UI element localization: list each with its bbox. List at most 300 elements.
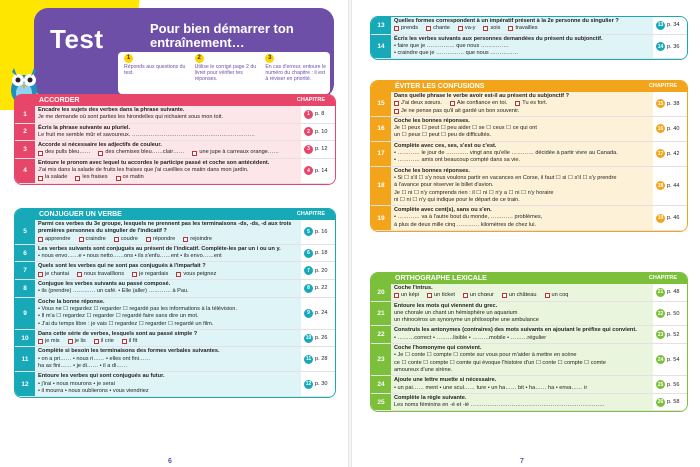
question-body <box>391 17 653 34</box>
checkbox-option[interactable] <box>183 236 212 243</box>
question-body <box>391 326 653 343</box>
answer-line[interactable]: • Il m'a ☐ regardez ☐ regarder ☐ regardé faire sans dire un mot. <box>38 313 199 320</box>
question-row <box>371 167 687 206</box>
question-body <box>35 347 301 371</box>
question-body <box>391 142 653 166</box>
option-label: nous travaillions <box>83 270 125 277</box>
question-body <box>35 106 301 123</box>
chapter-number-badge[interactable]: 13 <box>657 22 664 29</box>
question-body <box>35 159 301 183</box>
section-header <box>371 273 687 284</box>
question-row <box>15 220 335 245</box>
section-title: ORTHOGRAPHE LEXICALE <box>395 275 487 282</box>
option-label: rejoindre <box>190 235 213 242</box>
checkbox[interactable] <box>75 176 80 181</box>
checkbox[interactable] <box>394 293 399 298</box>
page-reference: p. 54 <box>667 356 680 363</box>
chapter-number-badge[interactable]: 7 <box>304 266 313 275</box>
question-number: 14 <box>371 35 391 59</box>
question-row <box>371 17 687 35</box>
question-number: 24 <box>371 376 391 393</box>
question-number: 10 <box>15 330 35 347</box>
answer-line[interactable]: ha as fini…… • je di…… • il a di…… <box>38 363 128 370</box>
chapter-reference <box>301 106 335 123</box>
question-row <box>371 142 687 167</box>
checkbox-option[interactable] <box>192 149 279 156</box>
chapter-number-badge[interactable]: 12 <box>305 381 312 388</box>
page-reference: p. 14 <box>315 167 328 174</box>
checkbox[interactable] <box>458 26 463 31</box>
answer-line[interactable]: • un pai…… ment • une scul…… ture • un ha…… bit • ha…… ha • enva…… ir <box>394 384 588 391</box>
chapter-number-badge[interactable]: 11 <box>305 356 312 363</box>
question-number: 16 <box>371 117 391 141</box>
question-body <box>35 280 301 297</box>
header-subtitle: Pour bien démarrer ton entraînement… <box>150 21 294 50</box>
question-text: Accorde si nécessaire les adjectifs de couleur. <box>38 142 162 149</box>
checkbox-options <box>394 292 650 299</box>
checkbox-option[interactable] <box>122 338 137 345</box>
chapter-reference <box>301 330 335 347</box>
question-row <box>371 35 687 60</box>
answer-line[interactable]: un ☐ peux ☐ peut ☐ peu de difficultés. <box>394 132 492 139</box>
question-text: Coche l'intrus. <box>394 285 433 291</box>
question-number: 7 <box>15 262 35 279</box>
answer-line[interactable]: • on a pri…… • nous ri…… • elles ont fini…… <box>38 355 151 362</box>
checkbox-option[interactable] <box>463 292 494 299</box>
answer-line[interactable]: une chorale un chant un hémisphère un aquarium <box>394 309 518 316</box>
chapter-number-badge[interactable]: 10 <box>305 335 312 342</box>
checkbox-options <box>394 100 650 115</box>
question-row <box>15 262 335 280</box>
question-body <box>391 206 653 230</box>
chapter-number-badge[interactable]: 3 <box>304 145 313 154</box>
checkbox[interactable] <box>146 237 151 242</box>
chapter-number-badge[interactable]: 1 <box>304 110 313 119</box>
checkbox-option[interactable] <box>426 25 450 32</box>
question-body <box>391 394 653 411</box>
page-reference: p. 10 <box>315 128 328 135</box>
chapter-number-badge[interactable]: 22 <box>657 310 664 317</box>
checkbox[interactable] <box>192 151 197 156</box>
option-label: je regardais <box>139 270 169 277</box>
section-header <box>371 81 687 92</box>
question-body <box>35 220 301 244</box>
chapter-reference <box>653 206 687 230</box>
question-row <box>15 372 335 397</box>
option-label: Je ne pense pas qu'il ait gardé un bon souvenir. <box>401 107 520 114</box>
chapter-reference <box>653 394 687 411</box>
chapter-reference <box>653 302 687 326</box>
chapter-number-badge[interactable]: 17 <box>657 150 664 157</box>
question-body <box>35 330 301 347</box>
chapter-number-badge[interactable]: 15 <box>657 100 664 107</box>
question-text: Ajoute une lettre muette si nécessaire. <box>394 377 497 384</box>
question-row <box>15 124 335 142</box>
checkbox[interactable] <box>515 101 520 106</box>
checkbox-option[interactable] <box>38 174 67 181</box>
option-label: les fraises <box>82 174 108 181</box>
chapter-number-badge[interactable]: 2 <box>304 127 313 136</box>
checkbox-option[interactable] <box>94 338 114 345</box>
checkbox-option[interactable] <box>77 271 124 278</box>
answer-line[interactable]: Je ☐ ni ☐ n'y comprends rien : il ☐ ni ☐ n'y a ☐ ni ☐ n'y horaire <box>394 189 554 196</box>
checkbox[interactable] <box>545 293 550 298</box>
chapter-number-badge[interactable]: 23 <box>657 331 664 338</box>
checkbox-options <box>38 338 298 345</box>
answer-line[interactable]: Je me demande où sont parties les hirondelles qui nichaient sous mon toit. <box>38 114 224 121</box>
checkbox[interactable] <box>38 176 43 181</box>
answer-line[interactable]: Les noms féminins en -é et -ié ……………………………………………………………… <box>394 402 605 409</box>
answer-line[interactable]: à plus de deux mille cinq ………… kilomètres de chez lui. <box>394 221 537 228</box>
option-label: Tu es fort. <box>522 100 548 107</box>
option-label: la salade <box>45 174 68 181</box>
checkbox-option[interactable] <box>427 292 455 299</box>
checkbox[interactable] <box>394 101 399 106</box>
answer-line[interactable]: • j'irai • nous mourons • je serai <box>38 380 115 387</box>
option-label: il crie <box>100 338 114 345</box>
checkbox[interactable] <box>38 237 43 242</box>
checkbox-option[interactable] <box>458 25 476 32</box>
answer-line[interactable]: • Je ☐ conte ☐ compte ☐ comte sur vous pour m'aider à mettre en scène <box>394 352 577 359</box>
chapter-reference <box>653 35 687 59</box>
chapter-reference <box>653 167 687 205</box>
question-text: Quelles formes correspondent à un impératif présent à la 2e personne du singulier ? <box>394 18 619 24</box>
checkbox-option[interactable] <box>98 149 184 156</box>
chapter-reference <box>301 262 335 279</box>
checkbox-option[interactable] <box>483 25 500 32</box>
question-text: Conjugue les verbes suivants au passé composé. <box>38 281 171 288</box>
chapter-number-badge[interactable]: 9 <box>304 309 313 318</box>
option-label: ce matin <box>122 174 144 181</box>
question-body <box>391 35 653 59</box>
answer-line[interactable]: Le fruit me semble mûr et savoureux. ………………………………………………………… <box>38 131 255 138</box>
checkbox[interactable] <box>77 272 82 277</box>
question-text: Encadre les sujets des verbes dans la phrase suivante. <box>38 107 185 113</box>
checkbox[interactable] <box>483 26 488 31</box>
checkbox[interactable] <box>183 237 188 242</box>
question-number: 11 <box>15 347 35 371</box>
option-label: il fit <box>128 338 138 345</box>
checkbox-option[interactable] <box>114 236 138 243</box>
option-label: craindre <box>85 235 106 242</box>
answer-line[interactable]: • ………… le jour de ………… vingt ans qu'elle ………… décidée à partir vivre au Canada. <box>394 150 618 157</box>
answer-line[interactable]: à l'avance pour réserver le billet d'avion. <box>394 182 494 189</box>
checkbox-option[interactable] <box>176 271 216 278</box>
chapter-reference <box>301 159 335 183</box>
answer-line[interactable]: J'ai mis dans la salade de fruits les fraises que j'ai cueillies ce matin dans mon jardin. <box>38 167 249 174</box>
chapter-reference <box>301 124 335 141</box>
checkbox[interactable] <box>394 109 399 114</box>
chapter-number-badge[interactable]: 25 <box>657 381 664 388</box>
question-text: Complète avec cent(s), sans ou s'en. <box>394 207 492 214</box>
checkbox-option[interactable] <box>68 338 86 345</box>
chapter-reference <box>653 344 687 375</box>
checkbox-option[interactable] <box>394 108 519 115</box>
option-label: sois <box>490 25 501 32</box>
question-text: Entoure les mots qui viennent du grec. <box>394 302 498 309</box>
checkbox-option[interactable] <box>450 100 507 107</box>
checkbox[interactable] <box>38 339 43 344</box>
checkbox-option[interactable] <box>545 292 569 299</box>
question-text: Coche la bonne réponse. <box>38 298 105 305</box>
checkbox-option[interactable] <box>394 25 418 32</box>
option-label: travailles <box>515 25 538 32</box>
page-reference: p. 34 <box>667 22 680 29</box>
chapter-reference <box>653 17 687 34</box>
section-rows <box>15 220 335 397</box>
chapter-reference <box>653 142 687 166</box>
page-reference: p. 36 <box>667 43 680 50</box>
answer-line[interactable]: • nous envo……e • nous netto……ons • ils s'enfu……ent • ils envo……ent <box>38 253 222 260</box>
answer-line[interactable]: ni ☐ ni ☐ n'y qui indique pour le départ de ce train. <box>394 196 520 203</box>
question-text: Dans quelle phrase le verbe avoir est-il au présent du subjonctif ? <box>394 93 570 99</box>
checkbox[interactable] <box>116 176 121 181</box>
question-text: Coche les bonnes réponses. <box>394 167 470 174</box>
chapter-number-badge[interactable]: 18 <box>657 182 664 189</box>
checkbox[interactable] <box>508 26 513 31</box>
option-label: je chantai <box>45 270 69 277</box>
question-row <box>371 326 687 344</box>
question-text: Quels sont les verbes qui ne sont pas conjugués à l'imparfait ? <box>38 263 206 270</box>
question-row <box>15 245 335 263</box>
checkbox-option[interactable] <box>116 174 144 181</box>
question-row <box>15 159 335 184</box>
question-text: Écris les verbes suivants aux personnes demandées du présent du subjonctif. <box>394 35 603 42</box>
page-reference: p. 48 <box>667 289 680 296</box>
question-number: 5 <box>15 220 35 244</box>
option-label: apprendre <box>45 235 71 242</box>
checkbox[interactable] <box>450 101 455 106</box>
question-body <box>391 302 653 326</box>
right-page <box>350 0 700 467</box>
question-text: Écris la phrase suivante au pluriel. <box>38 124 131 131</box>
checkbox-options <box>394 25 650 32</box>
answer-line[interactable]: • Si ☐ s'il ☐ s'y nous voulons partir en vacances en Corse, il faut ☐ si ☐ s'il ☐ s'y prendre <box>394 174 617 181</box>
checkbox[interactable] <box>502 293 507 298</box>
checkbox[interactable] <box>132 272 137 277</box>
test-title: Test <box>50 24 104 54</box>
checkbox[interactable] <box>122 339 127 344</box>
page-reference: p. 22 <box>315 285 328 292</box>
checkbox-options <box>38 236 298 243</box>
chapter-reference <box>653 376 687 393</box>
chapitre-label: CHAPITRE <box>648 275 677 281</box>
chapter-number-badge[interactable]: 5 <box>304 227 313 236</box>
checkbox-option[interactable] <box>515 100 547 107</box>
answer-line[interactable]: • ………… amis ont beaucoup compté dans sa vie. <box>394 157 521 164</box>
chapter-reference <box>653 326 687 343</box>
answer-line[interactable]: Je ☐ peux ☐ peut ☐ peu aider ☐ se ☐ ceux ☐ ce qui ont <box>394 125 537 132</box>
answer-line[interactable]: • faire que je …………… que nous …………… <box>394 42 509 49</box>
question-row <box>371 206 687 231</box>
checkbox[interactable] <box>463 293 468 298</box>
answer-line[interactable]: un rhinocéros un synonyme un philosophe une ambulance <box>394 317 539 324</box>
page-reference: p. 46 <box>667 215 680 222</box>
question-row <box>15 106 335 124</box>
chapter-reference <box>301 280 335 297</box>
question-row <box>371 284 687 302</box>
checkbox-option[interactable] <box>146 236 175 243</box>
checkbox[interactable] <box>426 26 431 31</box>
page-reference: p. 28 <box>315 356 328 363</box>
section-orthographe-lexicale <box>370 272 688 412</box>
option-label: un château <box>508 292 537 299</box>
question-number: 18 <box>371 167 391 205</box>
question-row <box>15 298 335 330</box>
checkbox[interactable] <box>114 237 119 242</box>
section-title: ÉVITER LES CONFUSIONS <box>395 83 485 90</box>
answer-line[interactable]: • Vous ne ☐ regardez ☐ regarder ☐ regardé pas les informations à la télévision. <box>38 305 237 312</box>
section-header <box>15 95 335 106</box>
question-text: Complète si besoin les terminaisons des formes verbales suivantes. <box>38 348 220 355</box>
checkbox[interactable] <box>38 151 43 156</box>
chapter-reference <box>653 284 687 301</box>
page-reference: p. 58 <box>667 399 680 406</box>
section-title: ACCORDER <box>39 97 80 104</box>
section-rows <box>371 17 687 59</box>
chapter-reference <box>653 92 687 116</box>
instruction-steps <box>118 52 330 94</box>
chapitre-label: CHAPITRE <box>296 97 325 103</box>
checkbox[interactable] <box>68 339 73 344</box>
question-body <box>35 262 301 279</box>
question-number: 3 <box>15 141 35 158</box>
answer-line[interactable]: • ils (prendre) ………… un café. • Elle (aller) ………… à Pau. <box>38 288 189 295</box>
option-label: répondre <box>152 235 176 242</box>
checkbox-option[interactable] <box>38 236 71 243</box>
checkbox[interactable] <box>427 293 432 298</box>
question-number: 12 <box>15 372 35 396</box>
question-number: 23 <box>371 344 391 375</box>
page-reference: p. 18 <box>315 250 328 257</box>
question-text: Dans cette série de verbes, lesquels sont au passé simple ? <box>38 330 198 337</box>
chapter-number-badge[interactable]: 26 <box>657 399 664 406</box>
page-reference: p. 56 <box>667 381 680 388</box>
question-body <box>391 167 653 205</box>
page-reference: p. 50 <box>667 310 680 317</box>
chapter-reference <box>301 245 335 262</box>
section-title: CONJUGUER UN VERBE <box>39 211 122 218</box>
answer-line[interactable]: • craindre que je …………… que nous …………… <box>394 50 519 57</box>
option-label: vous peignez <box>183 270 217 277</box>
step-2: 2 Utilise le corrigé page 2 du livret pour vérifier tes réponses. <box>194 55 257 82</box>
answer-line[interactable]: • J'ai du temps libre : je vais ☐ regardez ☐ regarder ☐ regardé un film. <box>38 320 214 327</box>
checkbox[interactable] <box>38 272 43 277</box>
question-row <box>371 117 687 142</box>
chapter-reference <box>301 372 335 396</box>
chapitre-label: CHAPITRE <box>648 83 677 89</box>
checkbox[interactable] <box>79 237 84 242</box>
option-label: une jupe à carreaux orange…… <box>199 149 279 156</box>
question-text: Les verbes suivants sont conjugués au présent de l'indicatif. Complète-les par un i ou un y. <box>38 245 281 252</box>
chapter-reference <box>301 298 335 329</box>
question-body <box>391 92 653 116</box>
page-reference: p. 40 <box>667 125 680 132</box>
chapter-number-badge[interactable]: 21 <box>657 289 664 296</box>
checkbox[interactable] <box>94 339 99 344</box>
section- <box>370 16 688 60</box>
question-row <box>15 280 335 298</box>
question-text: Coche l'homonyme qui convient. <box>394 345 482 352</box>
option-label: J'ai deux sœurs. <box>401 100 442 107</box>
answer-line[interactable]: • ………… va à l'autre bout du monde, ………… problèmes, <box>394 214 543 221</box>
checkbox-option[interactable] <box>38 271 69 278</box>
question-number: 9 <box>15 298 35 329</box>
checkbox-option[interactable] <box>79 236 106 243</box>
question-row <box>371 344 687 376</box>
question-row <box>15 141 335 159</box>
section-rows <box>371 284 687 411</box>
question-number: 4 <box>15 159 35 183</box>
step-1: 1 Réponds aux questions du test. <box>124 55 186 76</box>
question-number: 25 <box>371 394 391 411</box>
checkbox[interactable] <box>98 151 103 156</box>
option-label: des chemises bleu……clair…… <box>105 149 185 156</box>
question-body <box>35 141 301 158</box>
question-number: 15 <box>371 92 391 116</box>
checkbox-option[interactable] <box>502 292 537 299</box>
checkbox-options <box>38 149 298 156</box>
checkbox-option[interactable] <box>132 271 168 278</box>
checkbox[interactable] <box>394 26 399 31</box>
checkbox[interactable] <box>176 272 181 277</box>
option-label: coudre <box>120 235 138 242</box>
answer-line[interactable]: ce ☐ conte ☐ compte ☐ comte qui évoque l'histoire d'un ☐ conte ☐ compte ☐ comte <box>394 359 606 366</box>
section--viter-les-confusions <box>370 80 688 232</box>
chapter-number-badge[interactable]: 19 <box>657 215 664 222</box>
question-number: 22 <box>371 326 391 343</box>
question-row <box>15 347 335 372</box>
question-number: 8 <box>15 280 35 297</box>
question-text: Entoure les verbes qui sont conjugués au futur. <box>38 373 165 380</box>
chapitre-label: CHAPITRE <box>296 211 325 217</box>
answer-line[interactable]: • ………correct • ………lisible • ………mobile • ………régulier <box>394 334 547 341</box>
checkbox-options <box>38 271 298 278</box>
chapter-number-badge[interactable]: 6 <box>304 249 313 258</box>
page-reference: p. 16 <box>315 228 328 235</box>
question-body <box>35 245 301 262</box>
page-reference: p. 8 <box>315 111 325 118</box>
checkbox-option[interactable] <box>394 100 442 107</box>
option-label: un ticket <box>434 292 455 299</box>
section-rows <box>15 106 335 184</box>
question-row <box>371 376 687 394</box>
chapter-reference <box>301 141 335 158</box>
question-body <box>391 344 653 375</box>
checkbox-option[interactable] <box>38 149 90 156</box>
chapter-number-badge[interactable]: 24 <box>657 356 664 363</box>
chapter-reference <box>653 117 687 141</box>
chapter-number-badge[interactable]: 8 <box>304 284 313 293</box>
question-text: Complète avec ces, ses, s'est ou c'est. <box>394 142 497 149</box>
checkbox-option[interactable] <box>38 338 60 345</box>
question-row <box>371 394 687 412</box>
question-number: 19 <box>371 206 391 230</box>
chapter-number-badge[interactable]: 14 <box>657 43 664 50</box>
answer-line[interactable]: • il mourra • nous oublierons • vous viendriez <box>38 387 149 394</box>
question-number: 1 <box>15 106 35 123</box>
checkbox-option[interactable] <box>394 292 419 299</box>
chapter-number-badge[interactable]: 16 <box>657 125 664 132</box>
chapter-number-badge[interactable]: 4 <box>304 166 313 175</box>
checkbox-option[interactable] <box>508 25 537 32</box>
checkbox-option[interactable] <box>75 174 107 181</box>
option-label: un chœur <box>469 292 494 299</box>
question-number: 2 <box>15 124 35 141</box>
question-row <box>371 302 687 327</box>
page-reference: p. 42 <box>667 150 680 157</box>
answer-line[interactable]: amoureux d'une sirène. <box>394 366 453 373</box>
